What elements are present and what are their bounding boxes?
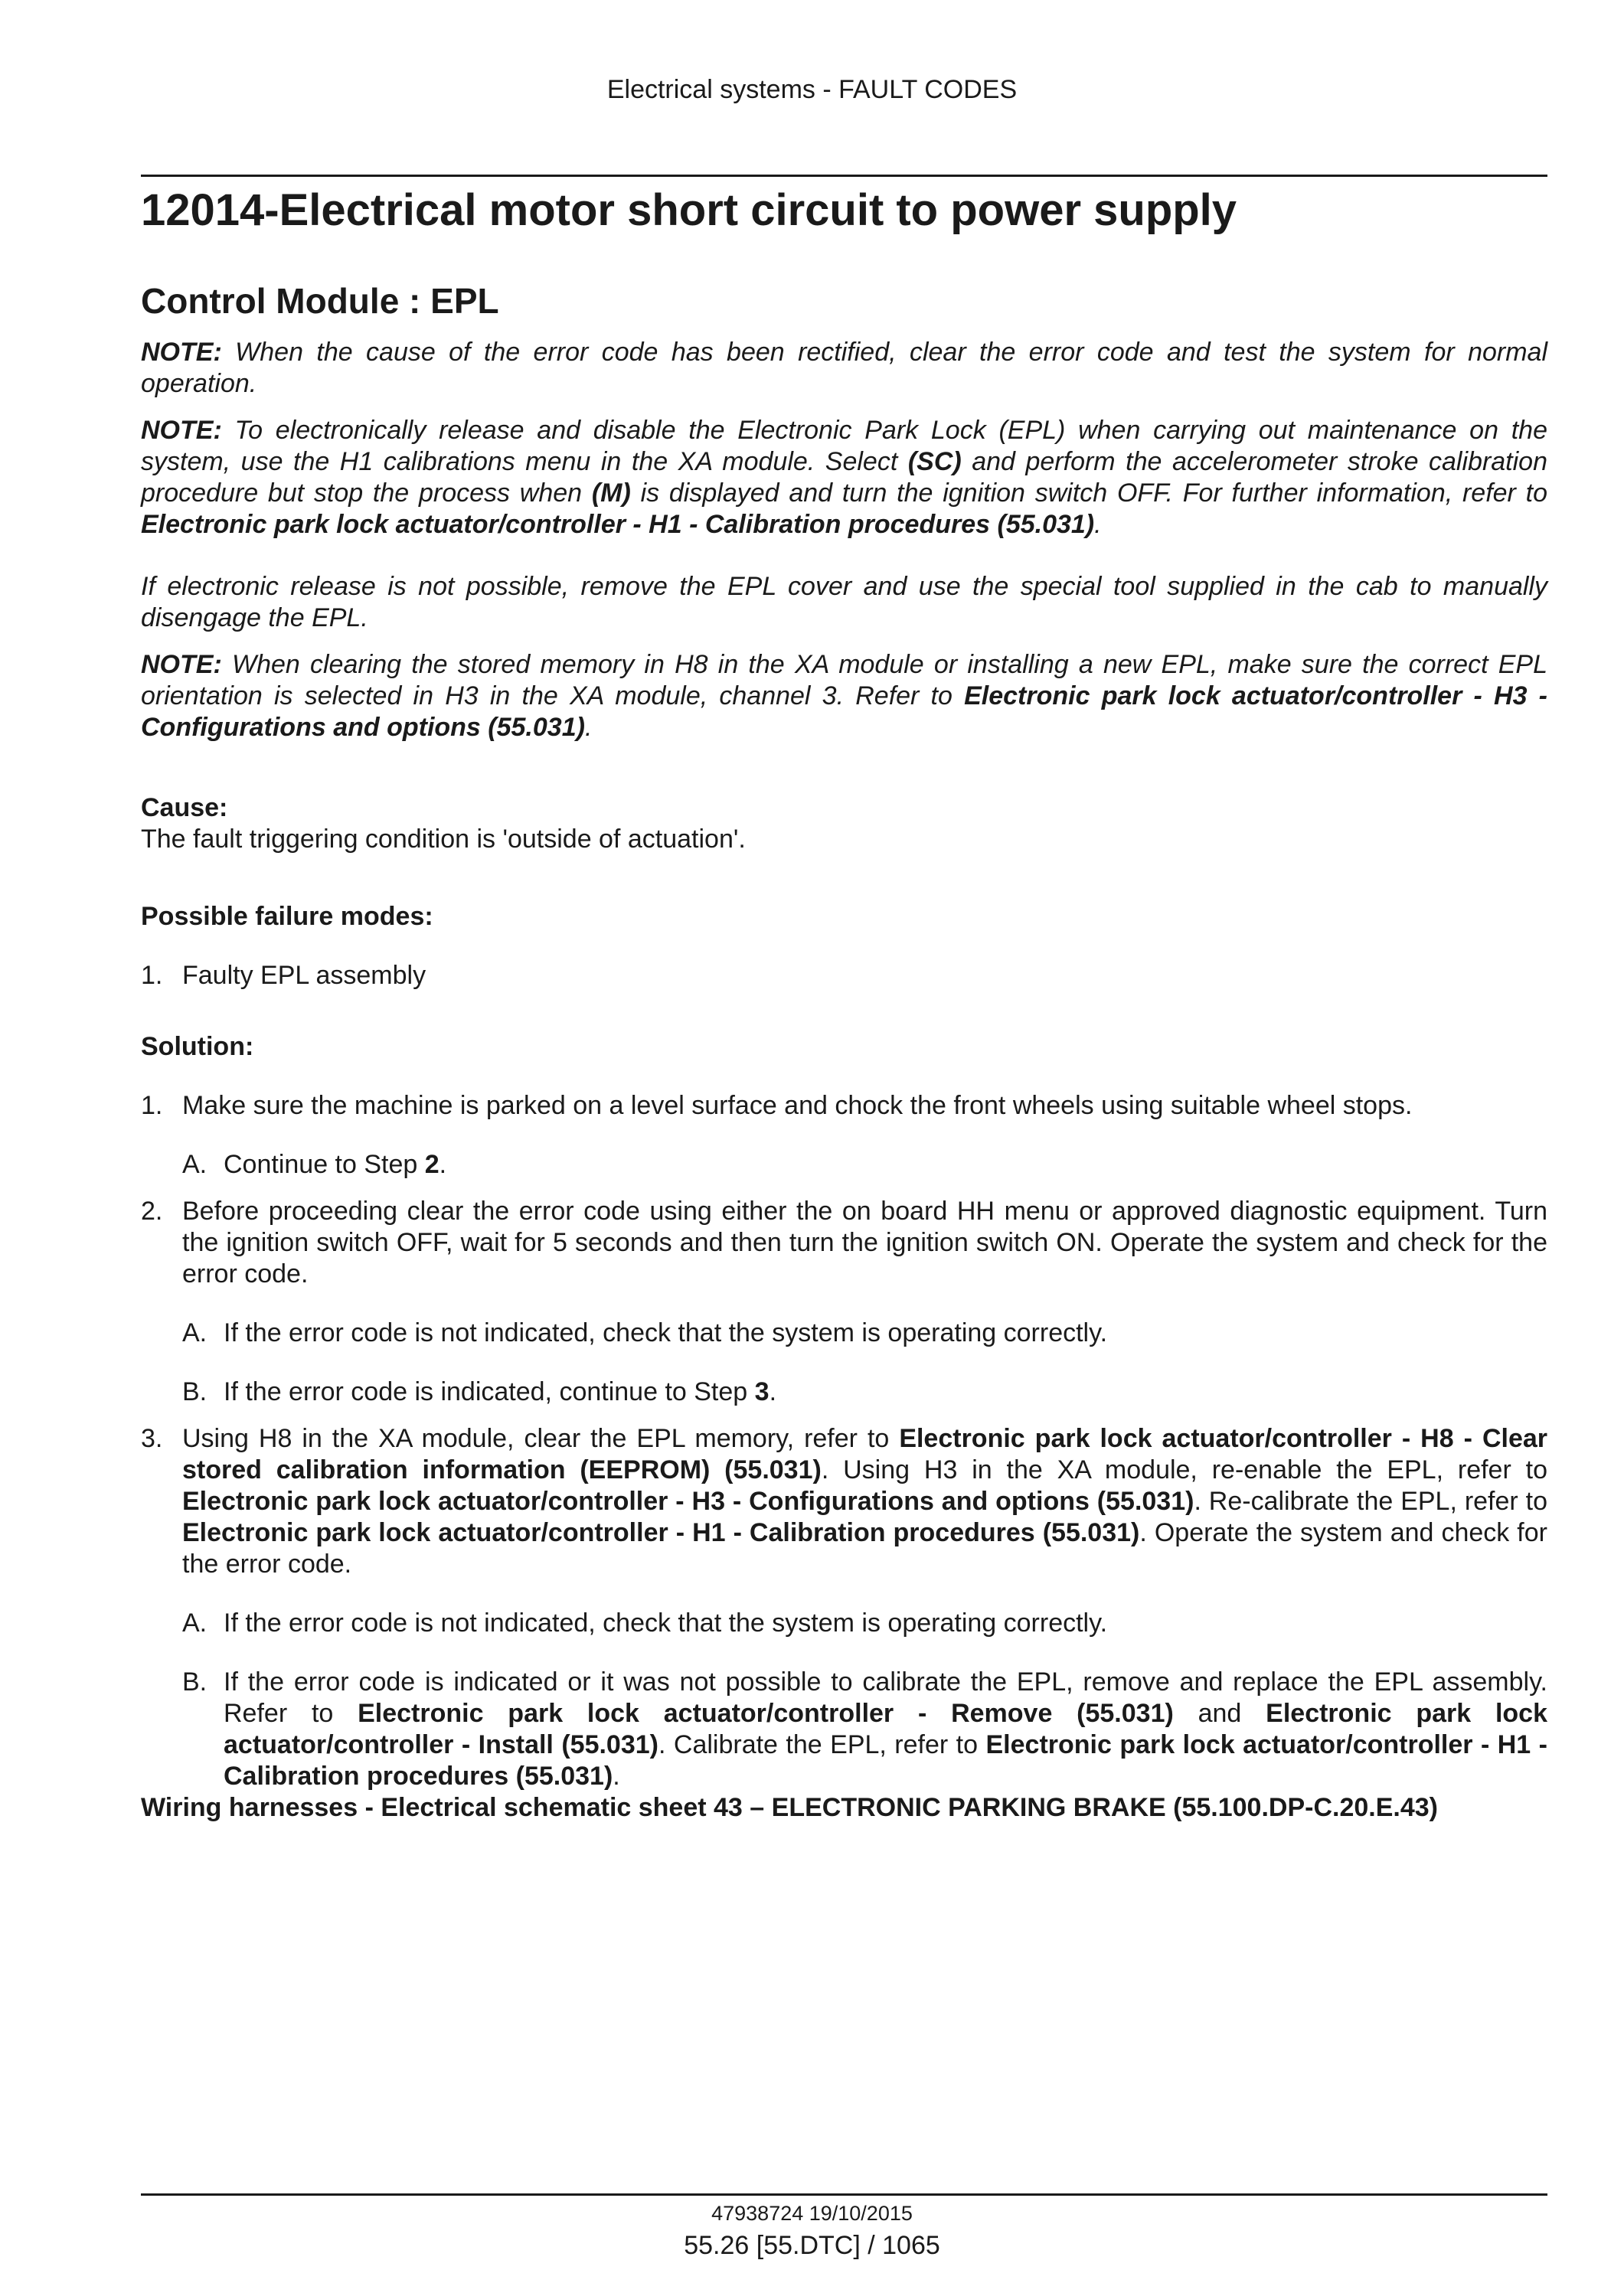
reference-link[interactable]: Electronic park lock actuator/controller - Install (55.031) <box>224 1699 1548 1759</box>
reference-link[interactable]: Electronic park lock actuator/controller - H1 - Calibration procedures (55.031) <box>182 1518 1140 1547</box>
cause-label: Cause: <box>141 793 228 822</box>
note-epl-orientation: NOTE: When clearing the stored memory in H8 in the XA module or installing a new EPL, make sure the correct EPL orientation is selected in H3 in the XA module, channel 3. Refer to Electronic park lock actuator/controller - H3 - Configurations and options (55.031). <box>141 650 1547 742</box>
solution-step-3a: A. If the error code is not indicated, check that the system is operating correctly. <box>182 1609 1108 1638</box>
wiring-reference[interactable]: Wiring harnesses - Electrical schematic sheet 43 – ELECTRONIC PARKING BRAKE (55.100.DP-C.20.E.43) <box>141 1793 1438 1822</box>
note-epl-release: NOTE: To electronically release and disable the Electronic Park Lock (EPL) when carrying out maintenance on the system, use the H1 calibrations menu in the XA module. Select (SC) and perform the accelerometer stroke calibration procedure but stop the process when (M) is displayed and turn the ignition switch OFF. For further information, refer to Electronic park lock actuator/controller - H1 - Calibration procedures (55.031). <box>141 416 1548 539</box>
reference-link[interactable]: Electronic park lock actuator/controller - H1 - Calibration procedures (55.031) <box>141 510 1095 539</box>
document-body <box>141 182 1547 1824</box>
solution-step-2b: B. If the error code is indicated, continue to Step 3. <box>182 1377 777 1406</box>
control-module-heading: Control Module : EPL <box>141 281 499 321</box>
reference-link[interactable]: Electronic park lock actuator/controller - H1 - Calibration procedures (55.031) <box>224 1730 1547 1791</box>
reference-link[interactable]: Electronic park lock actuator/controller - H3 - Configurations and options (55.031) <box>141 681 1547 742</box>
solution-step-2: 2. Before proceeding clear the error code using either the on board HH menu or approved diagnostic equipment. Turn the ignition switch OFF, wait for 5 seconds and then turn the ignition switch ON. Operate the system and check for the error code. <box>141 1197 1547 1288</box>
document-id: 47938724 19/10/2015 <box>711 2202 913 2225</box>
manual-release-text: If electronic release is not possible, remove the EPL cover and use the special tool supplied in the cab to manually disengage the EPL. <box>141 572 1547 632</box>
solution-step-1a: A. Continue to Step 2. <box>182 1150 447 1179</box>
solution-step-1: 1. Make sure the machine is parked on a level surface and chock the front wheels using suitable wheel stops. <box>141 1091 1413 1120</box>
solution-label: Solution: <box>141 1032 254 1061</box>
cause-text: The fault triggering condition is 'outside of actuation'. <box>141 825 746 854</box>
reference-link[interactable]: Electronic park lock actuator/controller - H3 - Configurations and options (55.031) <box>182 1487 1194 1516</box>
note-clear-code: NOTE: When the cause of the error code has been rectified, clear the error code and test the system for normal operation. <box>141 338 1547 398</box>
failure-modes-label: Possible failure modes: <box>141 902 433 931</box>
reference-link[interactable]: Electronic park lock actuator/controller - H8 - Clear stored calibration information (EEPROM) (55.031) <box>182 1424 1547 1484</box>
page-number: 55.26 [55.DTC] / 1065 <box>684 2231 940 2260</box>
fault-title: 12014-Electrical motor short circuit to power supply <box>141 185 1237 235</box>
reference-link[interactable]: Electronic park lock actuator/controller - Remove (55.031) <box>358 1699 1174 1728</box>
page-header: Electrical systems - FAULT CODES <box>606 75 1018 104</box>
solution-step-3b: B. If the error code is indicated or it was not possible to calibrate the EPL, remove and replace the EPL assembly. Refer to Electronic park lock actuator/controller - Remove (55.031) and Electronic park lock actuator/controller - Install (55.031). Calibrate the EPL, refer to Electronic park lock actuator/controller - H1 - Calibration procedures (55.031). <box>182 1667 1548 1791</box>
solution-step-2a: A. If the error code is not indicated, check that the system is operating correctly. <box>182 1318 1108 1347</box>
solution-step-3: 3. Using H8 in the XA module, clear the EPL memory, refer to Electronic park lock actuator/controller - H8 - Clear stored calibration information (EEPROM) (55.031). Using H3 in the XA module, re-enable the EPL, refer to Electronic park lock actuator/controller - H3 - Configurations and options (55.031). Re-calibrate the EPL, refer to Electronic park lock actuator/controller - H1 - Calibration procedures (55.031). Operate the system and check for the error code. <box>141 1424 1547 1579</box>
footer-rule <box>141 2193 1547 2196</box>
note-label: NOTE: <box>141 416 222 445</box>
note-label: NOTE: <box>141 338 222 367</box>
header-rule <box>141 175 1547 177</box>
failure-mode-item: 1. Faulty EPL assembly <box>141 961 426 990</box>
note-label: NOTE: <box>141 650 222 679</box>
